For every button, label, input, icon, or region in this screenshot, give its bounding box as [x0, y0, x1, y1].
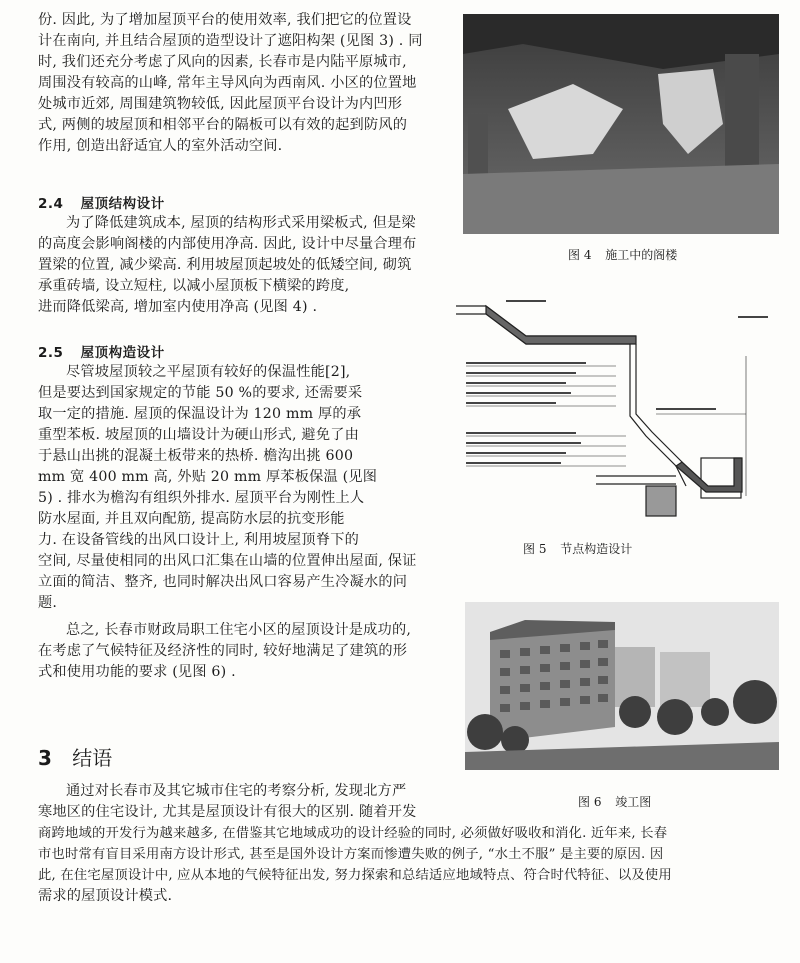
paragraph-roof-platform — [38, 10, 423, 157]
text-line: 题. — [38, 595, 58, 611]
section-heading-2-4 — [38, 192, 165, 212]
figure-label: 图 4 — [568, 248, 592, 262]
text-line: 商跨地域的开发行为越来越多, 在借鉴其它地域成功的设计经验的同时, 必须做好吸收和消化. 近年来, 长春 — [38, 826, 668, 841]
text-line: 市也时常有盲目采用南方设计形式, 甚至是国外设计方案而惨遭失败的例子, “水土不服” 是主要的原因. 因 — [38, 847, 664, 862]
figure-6-photo — [465, 602, 779, 770]
text-line: 重型苯板. 坡屋顶的山墙设计为硬山形式, 避免了由 — [38, 427, 359, 443]
paragraph-roof-construction — [38, 362, 417, 683]
figure-5-drawing — [446, 296, 786, 520]
text-line: 式和使用功能的要求 (见图 6) . — [38, 664, 236, 680]
section-title: 结语 — [72, 746, 113, 770]
text-line: 的高度会影响阁楼的内部使用净高. 因此, 设计中尽量合理布 — [38, 236, 417, 252]
text-line: 于悬山出挑的混凝土板带来的热桥. 檐沟出挑 600 — [38, 448, 354, 464]
figure-label: 图 5 — [523, 542, 547, 556]
paragraph-conclusion — [38, 781, 672, 907]
section-title: 屋顶结构设计 — [80, 196, 165, 212]
text-line: 尽管坡屋顶较之平屋顶有较好的保温性能[2], — [66, 364, 351, 380]
text-line: 计在南向, 并且结合屋顶的造型设计了遮阳构架 (见图 3) . 同 — [38, 33, 423, 49]
section-number: 2.5 — [38, 345, 64, 361]
completed-buildings-image — [465, 602, 779, 770]
text-line: 在考虑了气候特征及经济性的同时, 较好地满足了建筑的形 — [38, 643, 408, 659]
attic-construction-image — [463, 14, 779, 234]
figure-caption-text: 节点构造设计 — [560, 542, 633, 556]
text-line: 取一定的措施. 屋顶的保温设计为 120 mm 厚的承 — [38, 406, 362, 422]
text-line: 时, 我们还充分考虑了风向的因素, 长春市是内陆平原城市, — [38, 54, 407, 70]
text-line: 进而降低梁高, 增加室内使用净高 (见图 4) . — [38, 299, 318, 315]
roof-detail-diagram — [446, 296, 786, 520]
section-heading-3 — [38, 742, 112, 771]
text-line: 此, 在住宅屋顶设计中, 应从本地的气候特征出发, 努力探索和总结适应地域特点、符合时代特征、以及使用 — [38, 868, 672, 883]
text-line: 作用, 创造出舒适宜人的室外活动空间. — [38, 138, 283, 154]
figure-caption-text: 竣工图 — [615, 795, 652, 809]
text-line: 式, 两侧的坡屋顶和相邻平台的隔板可以有效的起到防风的 — [38, 117, 408, 133]
paragraph-roof-structure — [38, 213, 417, 318]
text-line: 总之, 长春市财政局职工住宅小区的屋顶设计是成功的, — [66, 622, 412, 638]
section-number: 3 — [38, 746, 52, 770]
text-line: 防水屋面, 并且双向配筋, 提高防水层的抗变形能 — [38, 511, 345, 527]
text-line: 份. 因此, 为了增加屋顶平台的使用效率, 我们把它的位置设 — [38, 12, 412, 28]
figure-caption-text: 施工中的阁楼 — [605, 248, 678, 262]
text-line: 为了降低建筑成本, 屋顶的结构形式采用梁板式, 但是梁 — [66, 215, 416, 231]
section-title: 屋顶构造设计 — [80, 345, 165, 361]
text-line: 寒地区的住宅设计, 尤其是屋顶设计有很大的区别. 随着开发 — [38, 804, 417, 820]
text-line: 置梁的位置, 减少梁高. 利用坡屋顶起坡处的低矮空间, 砌筑 — [38, 257, 412, 273]
text-line: 立面的简洁、整齐, 也同时解决出风口容易产生冷凝水的问 — [38, 574, 408, 590]
section-heading-2-5 — [38, 341, 165, 361]
figure-label: 图 6 — [578, 795, 602, 809]
section-number: 2.4 — [38, 196, 64, 212]
text-line: 但是要达到国家规定的节能 50 %的要求, 还需要采 — [38, 385, 363, 401]
text-line: 5) . 排水为檐沟有组织外排水. 屋顶平台为刚性上人 — [38, 490, 365, 506]
text-line: 处城市近郊, 周围建筑物较低, 因此屋顶平台设计为内凹形 — [38, 96, 403, 112]
text-line: 周围没有较高的山峰, 常年主导风向为西南风. 小区的位置地 — [38, 75, 417, 91]
text-line: mm 宽 400 mm 高, 外贴 20 mm 厚苯板保温 (见图 — [38, 469, 378, 485]
figure-4-photo — [463, 14, 779, 234]
figure-6-caption — [578, 793, 651, 810]
text-line: 承重砖墙, 设立短柱, 以减小屋顶板下横梁的跨度, — [38, 278, 350, 294]
text-line: 力. 在设备管线的出风口设计上, 利用坡屋顶脊下的 — [38, 532, 359, 548]
figure-5-caption — [523, 540, 632, 557]
text-line: 空间, 尽量使相同的出风口汇集在山墙的位置伸出屋面, 保证 — [38, 553, 417, 569]
text-line: 需求的屋顶设计模式. — [38, 888, 173, 904]
figure-4-caption — [568, 246, 677, 263]
text-line: 通过对长春市及其它城市住宅的考察分析, 发现北方严 — [66, 783, 407, 799]
